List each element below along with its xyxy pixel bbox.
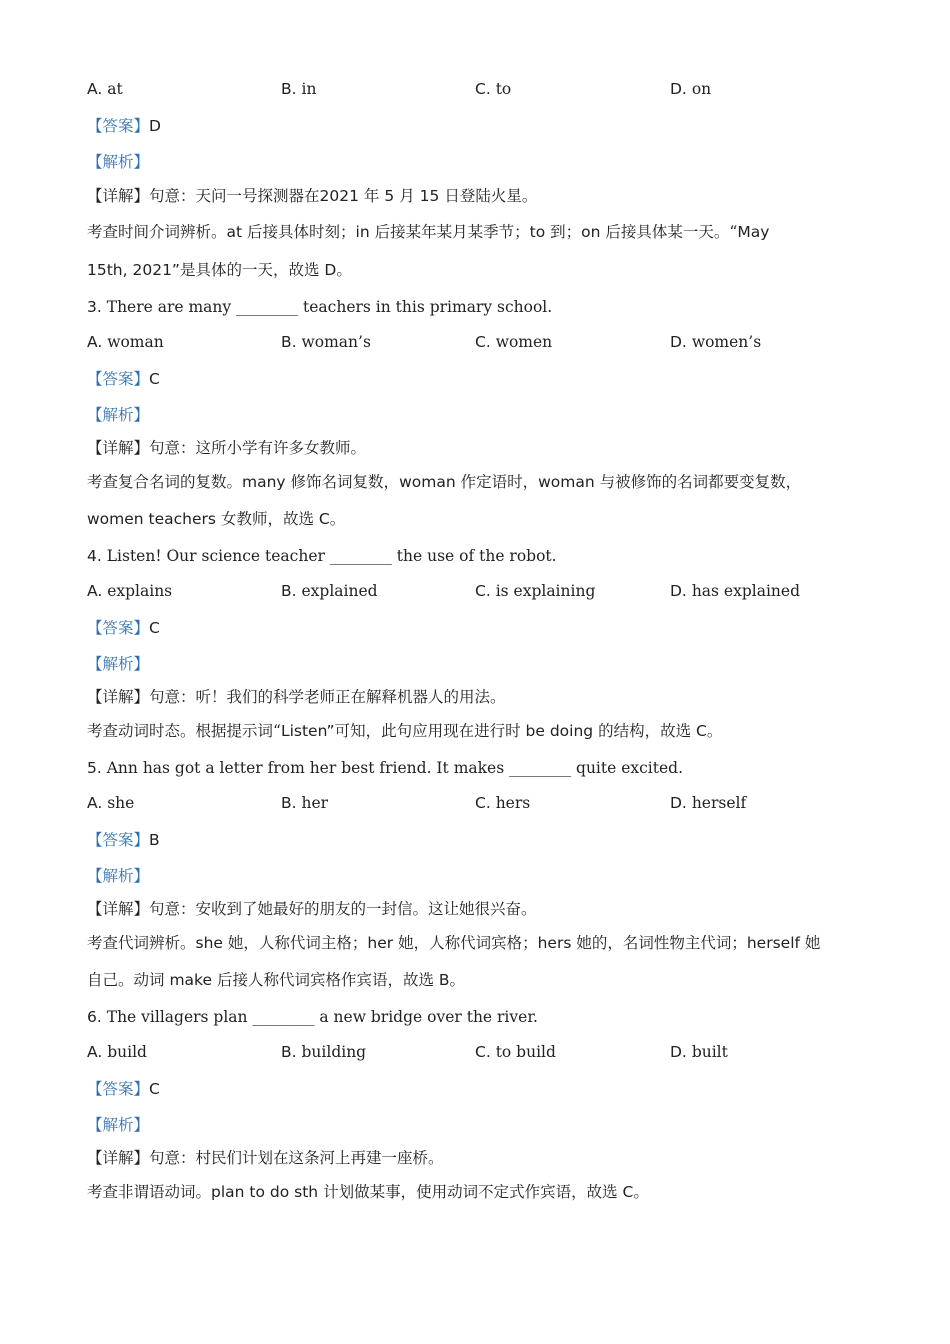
q3-answer: 【答案】C [87,370,160,388]
q5-answer: 【答案】B [87,831,160,849]
q6-stem: 6. The villagers plan ________ a new bridge over the river. [87,1008,538,1026]
q6-detail: 【详解】句意：村民们计划在这条河上再建一座桥。 [87,1149,444,1167]
q6-analysis-label: 【解析】 [87,1116,150,1134]
q4-answer: 【答案】C [87,619,160,637]
q2-options [87,80,887,100]
option-a: A. at [87,80,123,98]
option-c: C. is explaining [475,582,596,600]
option-d: D. has explained [670,582,800,600]
option-d: D. built [670,1043,728,1061]
option-a: A. build [87,1043,147,1061]
q5-explain-line2: 自己。动词 make 后接人称代词宾格作宾语，故选 B。 [87,971,466,989]
q2-explain-line2: 15th, 2021”是具体的一天，故选 D。 [87,261,352,279]
q4-options [87,582,887,602]
q6-explain-line1: 考查非谓语动词。plan to do sth 计划做某事，使用动词不定式作宾语，故选 C。 [87,1183,649,1201]
q3-analysis-label: 【解析】 [87,406,150,424]
option-c: C. hers [475,794,531,812]
q5-explain-line1: 考查代词辨析。she 她，人称代词主格；her 她，人称代词宾格；hers 她的，名词性物主代词；herself 她 [87,934,821,952]
q3-explain-line2: women teachers 女教师，故选 C。 [87,510,346,528]
q5-options [87,794,887,814]
q3-stem: 3. There are many ________ teachers in this primary school. [87,298,553,316]
option-d: D. women’s [670,333,762,351]
option-a: A. explains [87,582,173,600]
option-a: A. she [87,794,135,812]
q4-detail: 【详解】句意：听！我们的科学老师正在解释机器人的用法。 [87,688,506,706]
option-c: C. to build [475,1043,556,1061]
q2-answer: 【答案】D [87,117,161,135]
q2-explain-line1: 考查时间介词辨析。at 后接具体时刻；in 后接某年某月某季节；to 到；on 后接具体某一天。“May [87,223,770,241]
q6-answer: 【答案】C [87,1080,160,1098]
option-b: B. explained [281,582,378,600]
q2-detail: 【详解】句意：天问一号探测器在2021 年 5 月 15 日登陆火星。 [87,187,538,205]
option-d: D. on [670,80,712,98]
q4-explain-line1: 考查动词时态。根据提示词“Listen”可知，此句应用现在进行时 be doing 的结构，故选 C。 [87,722,723,740]
option-b: B. her [281,794,329,812]
option-c: C. women [475,333,553,351]
q3-explain-line1: 考查复合名词的复数。many 修饰名词复数，woman 作定语时，woman 与被修饰的名词都要变复数， [87,473,802,491]
option-c: C. to [475,80,512,98]
q5-stem: 5. Ann has got a letter from her best friend. It makes ________ quite excited. [87,759,684,777]
q3-detail: 【详解】句意：这所小学有许多女教师。 [87,439,367,457]
q4-stem: 4. Listen! Our science teacher ________ the use of the robot. [87,547,557,565]
q5-detail: 【详解】句意：安收到了她最好的朋友的一封信。这让她很兴奋。 [87,900,537,918]
option-b: B. in [281,80,317,98]
option-b: B. woman’s [281,333,371,351]
q5-analysis-label: 【解析】 [87,867,150,885]
q6-options [87,1043,887,1063]
q3-options [87,333,887,353]
q4-analysis-label: 【解析】 [87,655,150,673]
option-a: A. woman [87,333,164,351]
option-b: B. building [281,1043,367,1061]
option-d: D. herself [670,794,747,812]
q2-analysis-label: 【解析】 [87,153,150,171]
